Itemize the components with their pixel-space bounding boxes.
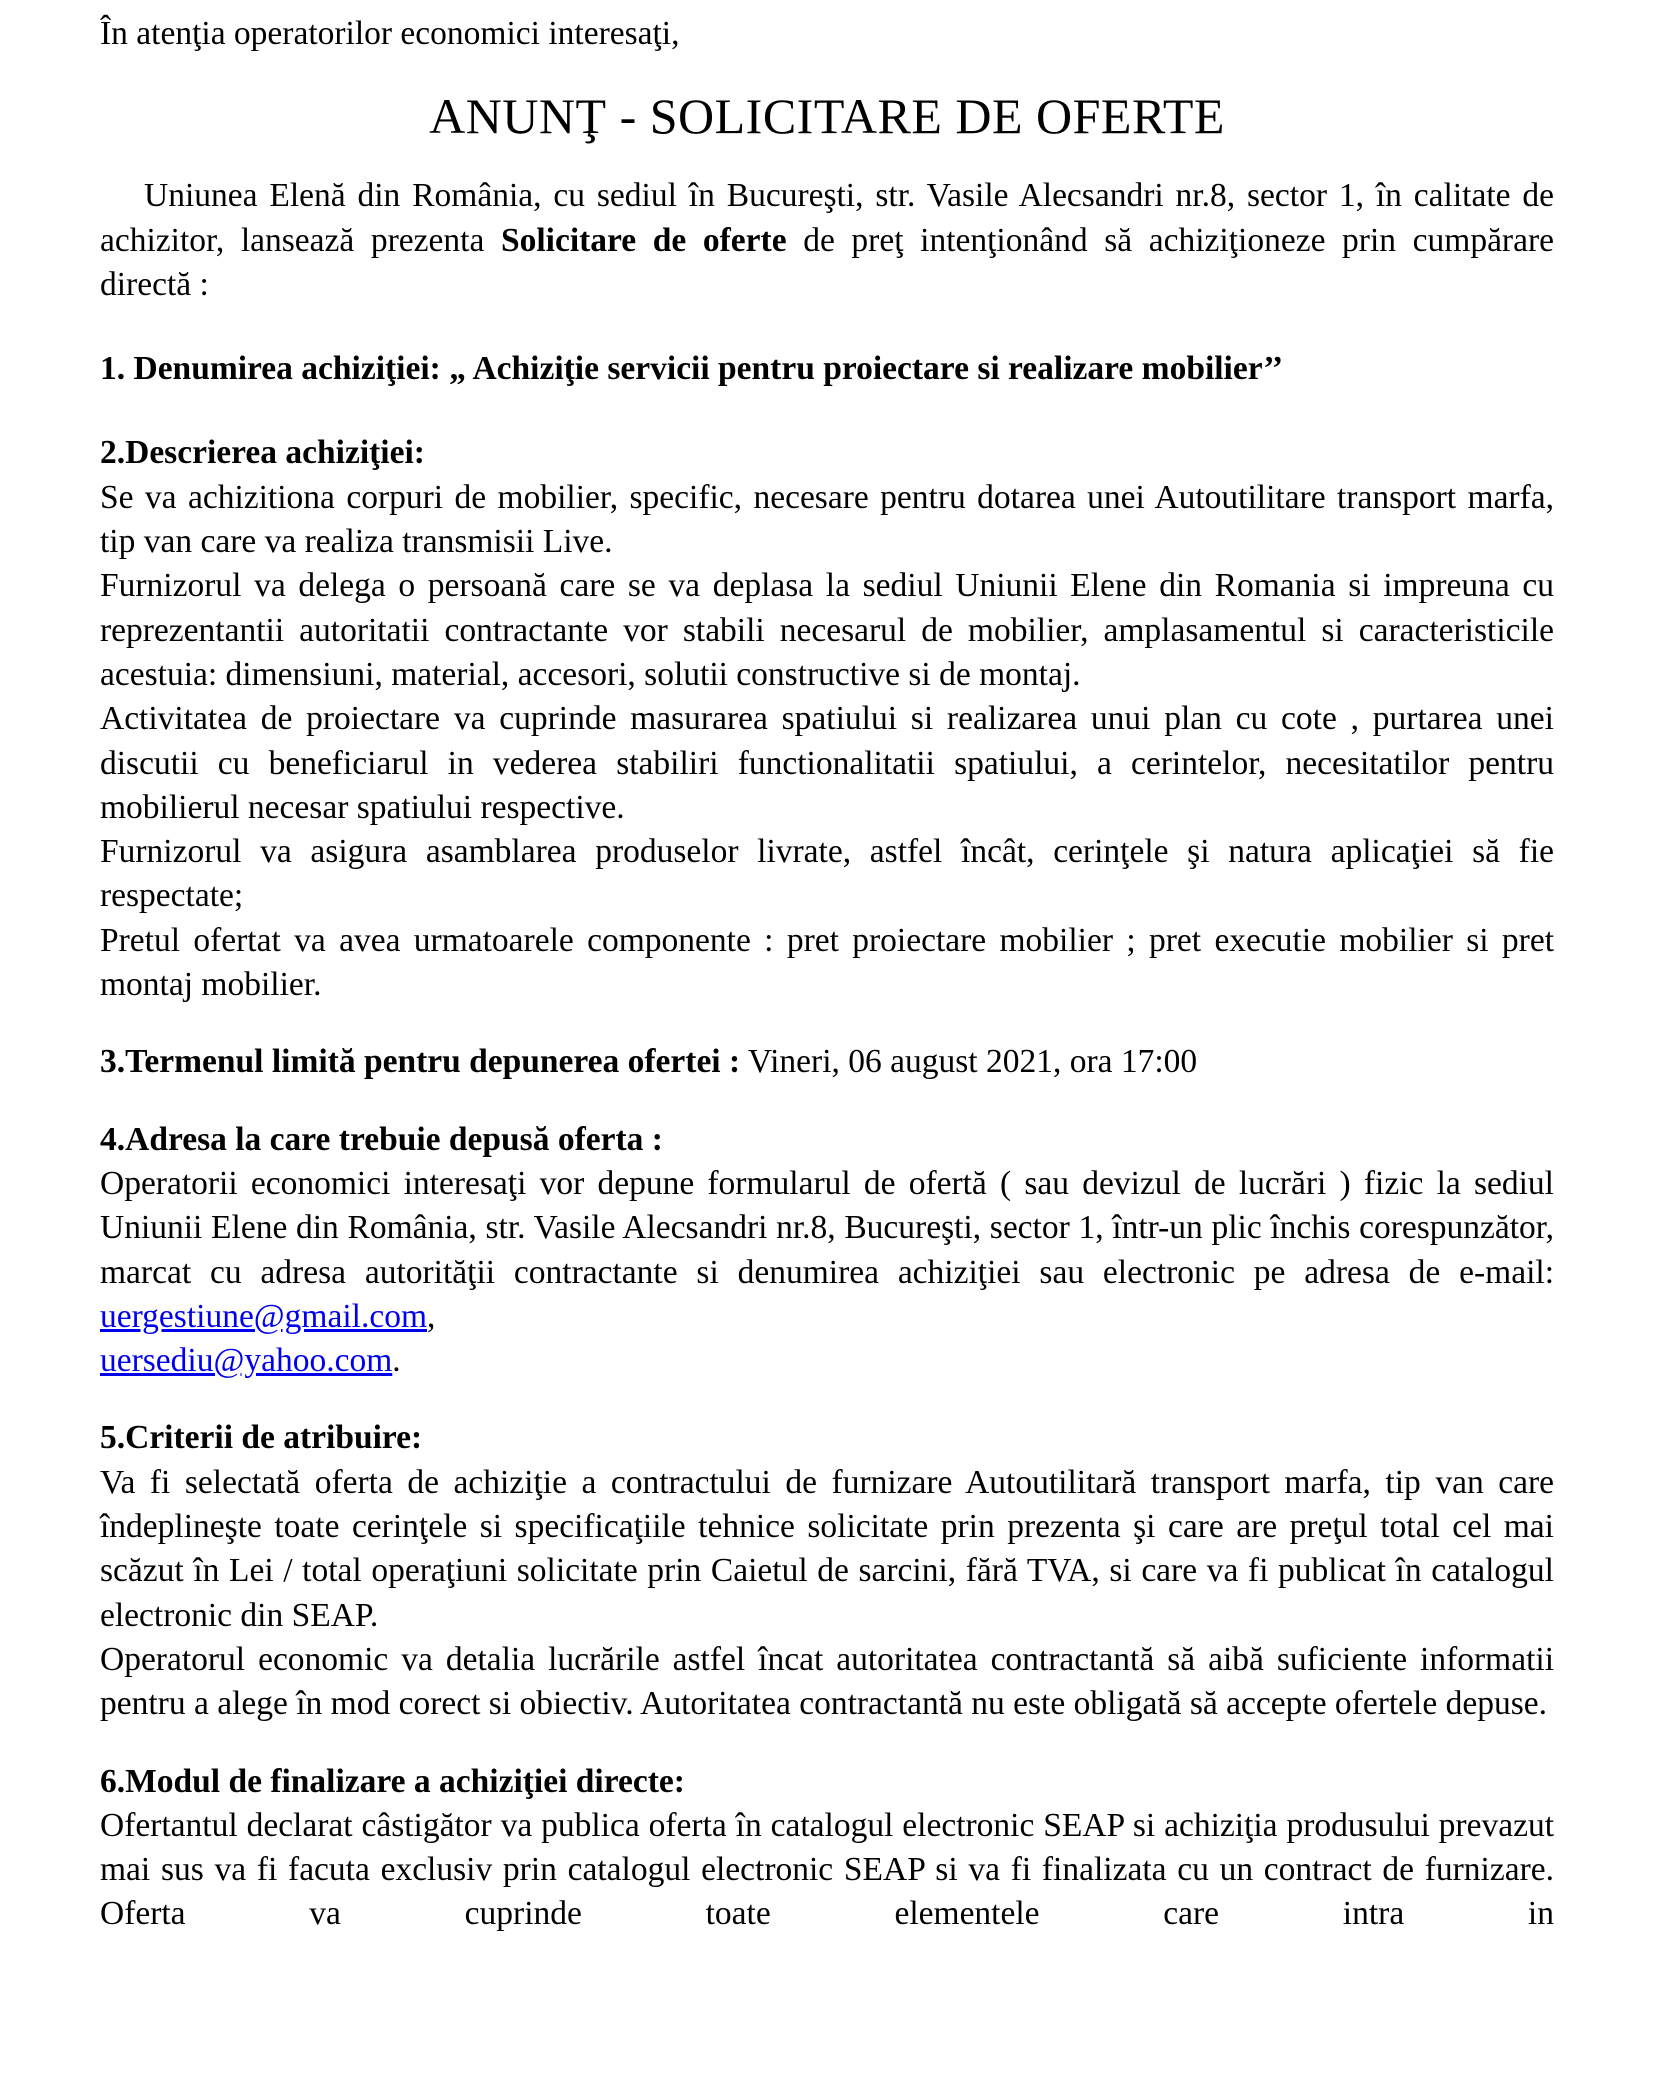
- section-4-paragraph-end: [100, 1339, 1554, 1383]
- section-6-heading: 6.Modul de finalizare a achiziţiei directe:: [100, 1762, 685, 1800]
- section-4-heading: 4.Adresa la care trebuie depusă oferta :: [100, 1120, 663, 1158]
- document-page: [100, 12, 1554, 1937]
- email-link-gestiune[interactable]: uergestiune@gmail.com: [100, 1297, 428, 1335]
- email-link-sediu[interactable]: uersediu@yahoo.com: [100, 1342, 393, 1380]
- section-2-paragraph: Furnizorul va asigura asamblarea produselor livrate, astfel încât, cerinţele şi natura aplicaţiei să fie respectate;: [100, 833, 1554, 915]
- intro-text-before: Uniunea Elenă din România, cu sediul în Bucureşti, str. Vasile Alecsandri nr.8, sector 1, în calitate de achizitor, lansează prezenta: [100, 177, 1554, 259]
- intro-bold-text: Solicitare de oferte: [500, 221, 787, 259]
- section-4: [100, 1118, 1554, 1384]
- document-title: ANUNŢ - SOLICITARE DE OFERTE: [429, 88, 1225, 145]
- section-5-paragraph: Operatorul economic va detalia lucrările astfel încat autoritatea contractantă să aibă suficiente informatii pentru a alege în mod corect si obiectiv. Autoritatea contractantă nu este obligată să accepte ofertele depuse.: [100, 1640, 1554, 1723]
- section-2-paragraph: Pretul ofertat va avea urmatoarele componente : pret proiectare mobilier ; pret executie mobilier si pret montaj mobilier.: [100, 921, 1554, 1004]
- section-2-paragraph: Se va achizitiona corpuri de mobilier, specific, necesare pentru dotarea unei Autoutilitare transport marfa, tip van care va realiza transmisii Live.: [100, 478, 1554, 561]
- section-5: [100, 1416, 1554, 1726]
- section-1-heading: 1. Denumirea achiziţiei: „ Achiziţie servicii pentru proiectare si realizare mobilier’’: [100, 350, 1284, 388]
- section-3-heading: 3.Termenul limită pentru depunerea ofertei :: [100, 1043, 741, 1081]
- section-2-paragraph: Activitatea de proiectare va cuprinde masurarea spatiului si realizarea unui plan cu cote , purtarea unei discutii cu beneficiarul in vederea stabiliri functionalitatii spatiului, a cerintelor, necesitatilor pentru mobilierul necesar spatiului respective.: [100, 700, 1554, 826]
- section-6: [100, 1760, 1554, 1937]
- intro-paragraph: [100, 174, 1554, 307]
- comma: ,: [427, 1297, 436, 1335]
- section-5-heading: 5.Criterii de atribuire:: [100, 1419, 423, 1457]
- section-5-paragraph: Va fi selectată oferta de achiziţie a contractului de furnizare Autoutilitară transport marfa, tip van care îndeplineşte toate cerinţele si specificaţiile tehnice solicitate prin prezenta şi care are preţul total cel mai scăzut în Lei / total operaţiuni solicitate prin Caietul de sarcini, fără TVA, si care va fi publicat în catalogul electronic din SEAP.: [100, 1463, 1554, 1634]
- deadline-value: Vineri, 06 august 2021, ora 17:00: [740, 1043, 1198, 1081]
- intro-text-after: de preţ intenţionând să achiziţioneze prin cumpărare directă :: [100, 221, 1554, 303]
- period: .: [392, 1342, 401, 1380]
- section-4-paragraph: [100, 1162, 1554, 1339]
- section-6-paragraph: Ofertantul declarat câstigător va publica oferta în catalogul electronic SEAP si achiziţia produsului prevazut mai sus va fi facuta exclusiv prin catalogul electronic SEAP si va fi finalizata cu un contract de furnizare. Oferta va cuprinde toate elementele care intra in: [100, 1806, 1554, 1933]
- section-2-heading: 2.Descrierea achiziţiei:: [100, 434, 425, 472]
- section-2: [100, 431, 1554, 1007]
- section-2-paragraph: Furnizorul va delega o persoană care se va deplasa la sediul Uniunii Elene din Romania si impreuna cu reprezentantii autoritatii contractante vor stabili necesarul de mobilier, amplasamentul si caracteristicile acestuia: dimensiuni, material, accesori, solutii constructive si de montaj.: [100, 567, 1554, 693]
- salutation: În atenţia operatorilor economici interesaţi,: [100, 15, 680, 52]
- address-text: Operatorii economici interesaţi vor depune formularul de ofertă ( sau devizul de lucrări ) fizic la sediul Uniunii Elene din România, str. Vasile Alecsandri nr.8, Bucureşti, sector 1, într-un plic închis corespunzător, marcat cu adresa autorităţii contractante si denumirea achiziţiei sau electronic pe adresa de e-mail:: [100, 1164, 1554, 1291]
- section-3: [100, 1040, 1554, 1084]
